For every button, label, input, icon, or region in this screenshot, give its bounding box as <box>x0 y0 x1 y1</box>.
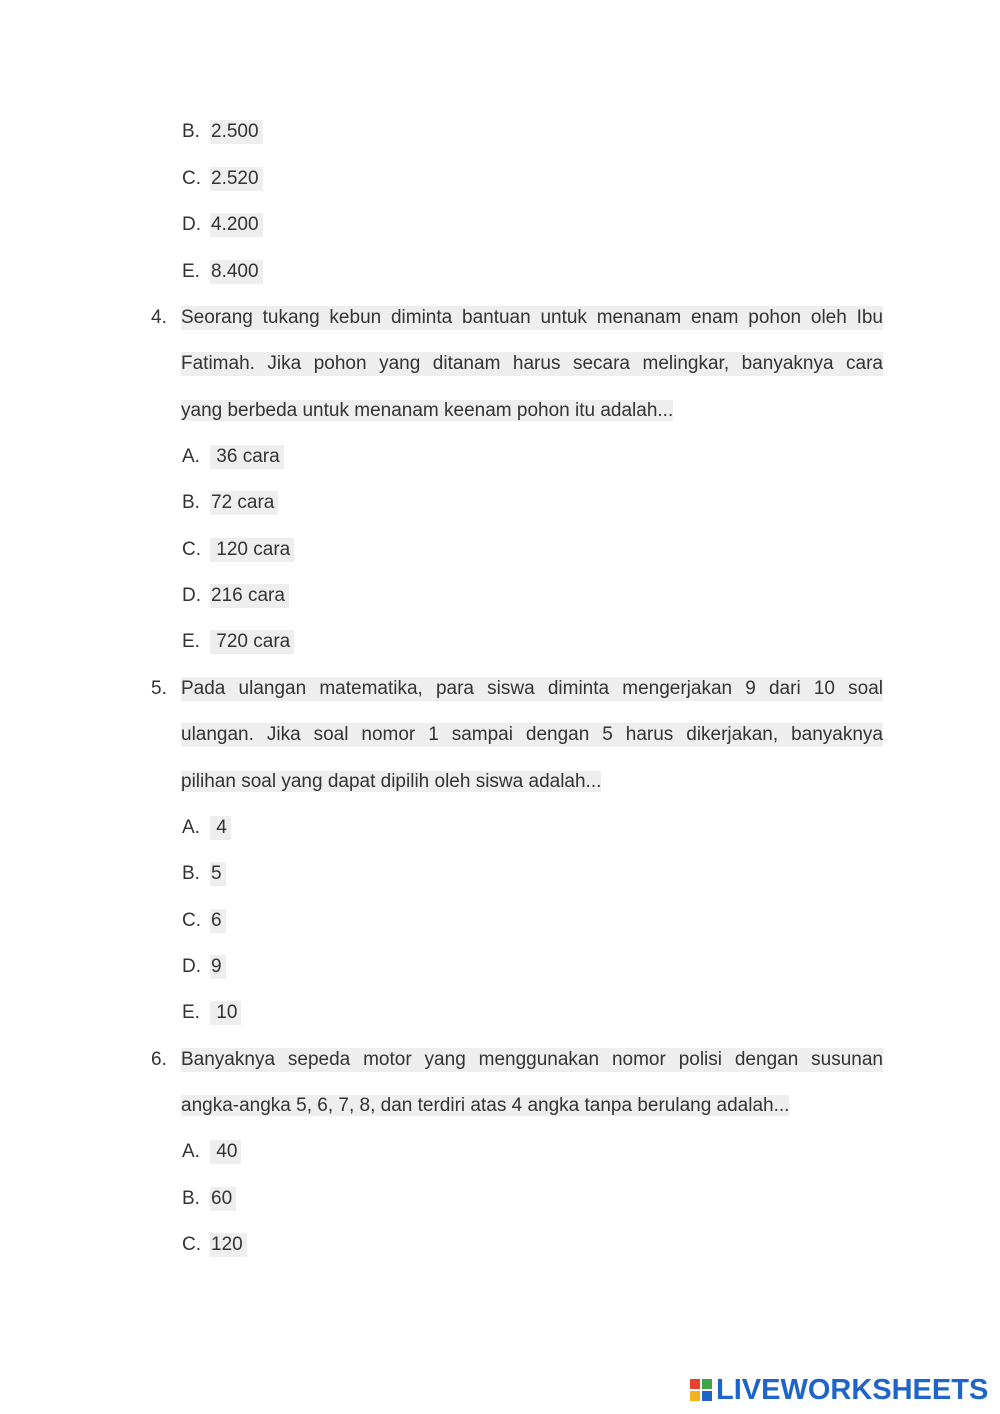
question-number: 5. <box>151 678 167 699</box>
option-text[interactable]: 4.200 <box>210 213 263 237</box>
question-text-line <box>181 1094 883 1118</box>
question-text: yang berbeda untuk menanam keenam pohon itu adalah... <box>181 400 674 421</box>
liveworksheets-logo[interactable] <box>690 1373 988 1407</box>
question-text-line <box>181 1048 883 1072</box>
option-text[interactable]: 60 <box>210 1187 236 1211</box>
question-text: Pada ulangan matematika, para siswa diminta mengerjakan 9 dari 10 soal <box>181 678 883 699</box>
question-text-line <box>181 399 883 423</box>
option-letter: D. <box>182 956 201 977</box>
option-letter: B. <box>182 1188 200 1209</box>
option-letter: C. <box>182 1234 201 1255</box>
option-text[interactable]: 72 cara <box>210 491 278 515</box>
option-text[interactable]: 5 <box>210 862 226 886</box>
option-letter: C. <box>182 539 201 560</box>
question-number: 4. <box>151 307 167 328</box>
option-text[interactable]: 216 cara <box>210 584 289 608</box>
question-text-line <box>181 677 883 701</box>
option-letter: C. <box>182 910 201 931</box>
option-text[interactable]: 40 <box>210 1140 241 1164</box>
option-text[interactable]: 6 <box>210 909 226 933</box>
option-letter: B. <box>182 492 200 513</box>
question-text: pilihan soal yang dapat dipilih oleh siswa adalah... <box>181 771 602 792</box>
question-text: Banyaknya sepeda motor yang menggunakan nomor polisi dengan susunan <box>181 1049 883 1070</box>
option-text[interactable]: 10 <box>210 1001 241 1025</box>
question-number: 6. <box>151 1049 167 1070</box>
option-text[interactable]: 2.500 <box>210 120 263 144</box>
question-text: Seorang tukang kebun diminta bantuan untuk menanam enam pohon oleh Ibu <box>181 307 883 328</box>
question-text-line <box>181 723 883 747</box>
question-text: ulangan. Jika soal nomor 1 sampai dengan 5 harus dikerjakan, banyaknya <box>181 724 883 745</box>
option-text[interactable]: 720 cara <box>210 630 294 654</box>
question-text-line <box>181 306 883 330</box>
option-letter: C. <box>182 168 201 189</box>
question-text-line <box>181 770 883 794</box>
question-text: angka-angka 5, 6, 7, 8, dan terdiri atas 4 angka tanpa berulang adalah... <box>181 1095 790 1116</box>
option-text[interactable]: 120 <box>210 1233 247 1257</box>
question-text: Fatimah. Jika pohon yang ditanam harus secara melingkar, banyaknya cara <box>181 353 883 374</box>
brand-name: LIVEWORKSHEETS <box>716 1373 989 1406</box>
option-letter: A. <box>182 817 200 838</box>
option-letter: D. <box>182 585 201 606</box>
question-text-line <box>181 352 883 376</box>
option-letter: B. <box>182 121 200 142</box>
option-letter: D. <box>182 214 201 235</box>
option-text[interactable]: 36 cara <box>210 445 284 469</box>
liveworksheets-logo-icon <box>690 1379 712 1401</box>
option-letter: E. <box>182 1002 200 1023</box>
option-letter: B. <box>182 863 200 884</box>
option-text[interactable]: 4 <box>210 816 231 840</box>
option-text[interactable]: 2.520 <box>210 167 263 191</box>
option-text[interactable]: 120 cara <box>210 538 294 562</box>
option-letter: E. <box>182 631 200 652</box>
option-text[interactable]: 8.400 <box>210 260 263 284</box>
option-letter: A. <box>182 446 200 467</box>
option-letter: E. <box>182 261 200 282</box>
option-text[interactable]: 9 <box>210 955 226 979</box>
option-letter: A. <box>182 1141 200 1162</box>
